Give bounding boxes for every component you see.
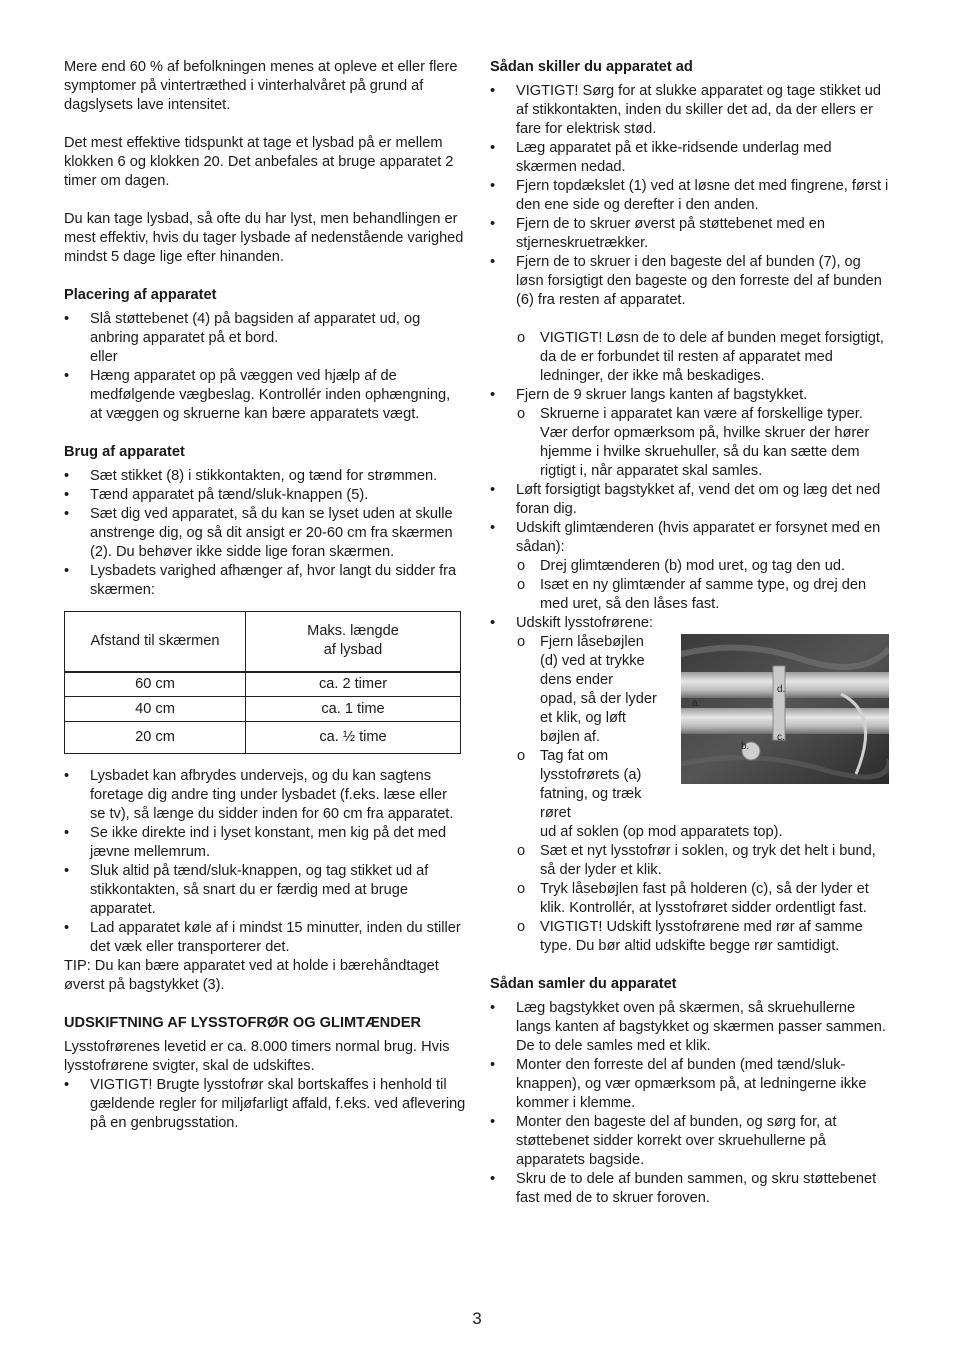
photo-label-d: d. bbox=[777, 684, 786, 695]
list-item: • Fjern de 9 skruer langs kanten af bagstykket. bbox=[490, 386, 892, 405]
table-row bbox=[65, 697, 461, 722]
photo-label-c: c. bbox=[777, 732, 785, 743]
list-item: • Se ikke direkte ind i lyset konstant, men kig på det med jævne mellemrum. bbox=[64, 824, 466, 862]
sub-list-item: o VIGTIGT! Udskift lysstofrørene med rør af samme type. Du bør altid udskifte begge rør samtidigt. bbox=[490, 918, 892, 956]
list-item: • Fjern de to skruer i den bageste del af bunden (7), og løsn forsigtigt den bageste og den forreste del af bunden (6) fra resten af apparatet. bbox=[490, 253, 892, 310]
list-item: • VIGTIGT! Sørg for at slukke apparatet og tage stikket ud af stikkontakten, inden du skiller det ad, da der ellers er fare for elektrisk stød. bbox=[490, 82, 892, 139]
list-item: • Udskift lysstofrørene: bbox=[490, 614, 892, 633]
sub-list-item: o Sæt et nyt lysstofrør i soklen, og tryk det helt i bund, så der lyder et klik. bbox=[490, 842, 892, 880]
skiller-heading: Sådan skiller du apparatet ad bbox=[490, 59, 693, 75]
list-item: • Tænd apparatet på tænd/sluk-knappen (5). bbox=[64, 486, 466, 505]
list-item: • Lad apparatet køle af i mindst 15 minutter, inden du stiller det væk eller transporterer det. bbox=[64, 919, 466, 957]
lamp-photo-section bbox=[490, 633, 892, 842]
udskiftning-heading: UDSKIFTNING AF LYSSTOFRØR OG GLIMTÆNDER bbox=[64, 1015, 422, 1031]
list-item: • Monter den forreste del af bunden (med tænd/sluk-knappen), og vær opmærksom på, at ledningerne ikke kommer i klemme. bbox=[490, 1056, 892, 1113]
list-item: • Lysbadets varighed afhænger af, hvor langt du sidder fra skærmen: bbox=[64, 562, 466, 600]
list-item: • Sæt stikket (8) i stikkontakten, og tænd for strømmen. bbox=[64, 467, 466, 486]
intro-paragraph-3: Du kan tage lysbad, så ofte du har lyst, men behandlingen er mest effektiv, hvis du tager lysbade af nedenstående varighed mindst 5 dage lige efter hinanden. bbox=[64, 211, 464, 265]
list-item: • VIGTIGT! Brugte lysstofrør skal bortskaffes i henhold til gældende regler for miljøfarligt affald, f.eks. ved aflevering på en genbrugsstation. bbox=[64, 1076, 466, 1133]
placering-list bbox=[64, 310, 466, 424]
list-item: • Fjern topdækslet (1) ved at løsne det med fingrene, først i den ene side og derefter i den anden. bbox=[490, 177, 892, 215]
sub-list-item: o Isæt en ny glimtænder af samme type, og drej den med uret, så den låses fast. bbox=[490, 576, 892, 614]
sub-list-item: o Tag fat om lysstofrørets (a) fatning, og træk røret ud af soklen (op mod apparatets top). bbox=[490, 747, 892, 842]
or-text: eller bbox=[90, 349, 118, 365]
skiller-list bbox=[490, 82, 892, 633]
intro-paragraph-2: Det mest effektive tidspunkt at tage et lysbad på er mellem klokken 6 og klokken 20. Det anbefales at bruge apparatet 2 timer om dagen. bbox=[64, 135, 454, 189]
list-item: • Lysbadet kan afbrydes undervejs, og du kan sagtens foretage dig andre ting under lysbadet (f.eks. læse eller se tv), så længe du sidder inden for 60 cm fra apparatet. bbox=[64, 767, 466, 824]
udskiftning-list bbox=[64, 1076, 466, 1133]
list-item: • Løft forsigtigt bagstykket af, vend det om og læg det ned foran dig. bbox=[490, 481, 892, 519]
duration-table bbox=[64, 611, 461, 754]
list-item: • Sæt dig ved apparatet, så du kan se lyset uden at skulle anstrenge dig, og så dit ansigt er 20-60 cm fra skærmen (2). Du behøver ikke sidde lige foran skærmen. bbox=[64, 505, 466, 562]
table-cell-time: ca. 2 timer bbox=[246, 672, 461, 697]
intro-paragraph-1: Mere end 60 % af befolkningen menes at opleve et eller flere symptomer på vintertræthed i vinterhalvåret på grund af dagslysets lave intensitet. bbox=[64, 59, 458, 113]
table-header-distance: Afstand til skærmen bbox=[65, 612, 246, 672]
sub-list-item: o VIGTIGT! Løsn de to dele af bunden meget forsigtigt, da de er forbundet til resten af apparatet med ledninger, der ikke må beskadiges. bbox=[490, 329, 892, 386]
brug-list bbox=[64, 467, 466, 600]
page-number: 3 bbox=[472, 1309, 482, 1328]
photo-label-b: b. bbox=[741, 741, 750, 752]
table-row bbox=[65, 722, 461, 754]
list-item: • Fjern de to skruer øverst på støttebenet med en stjerneskruetrækker. bbox=[490, 215, 892, 253]
table-cell-distance: 40 cm bbox=[65, 697, 246, 722]
list-item: • Læg apparatet på et ikke-ridsende underlag med skærmen nedad. bbox=[490, 139, 892, 177]
table-cell-distance: 20 cm bbox=[65, 722, 246, 754]
right-column bbox=[490, 58, 892, 1208]
list-item: • Læg bagstykket oven på skærmen, så skruehullerne langs kanten af bagstykket og skærmen passer sammen. De to dele samles med et klik. bbox=[490, 999, 892, 1056]
skiller-list-continued bbox=[490, 842, 892, 956]
photo-label-a: a. bbox=[692, 698, 701, 709]
list-item: • Slå støttebenet (4) på bagsiden af apparatet ud, og anbring apparatet på et bord. bbox=[64, 310, 466, 348]
list-item: • Monter den bageste del af bunden, og sørg for, at støttebenet sidder korrekt over skruehullerne på apparatets bagside. bbox=[490, 1113, 892, 1170]
sub-list-item: o Skruerne i apparatet kan være af forskellige typer. Vær derfor opmærksom på, hvilke skruer der hører hjemme i hvilke skruehuller, så du kan sætte dem rigtigt i, når apparatet skal samles. bbox=[490, 405, 892, 481]
table-cell-time: ca. ½ time bbox=[246, 722, 461, 754]
table-header-duration: Maks. længde af lysbad bbox=[246, 612, 461, 672]
placering-heading: Placering af apparatet bbox=[64, 287, 217, 303]
table-row bbox=[65, 672, 461, 697]
tip-text: TIP: Du kan bære apparatet ved at holde i bærehåndtaget øverst på bagstykket (3). bbox=[64, 958, 439, 993]
list-item: • Sluk altid på tænd/sluk-knappen, og tag stikket ud af stikkontakten, så snart du er færdig med at bruge apparatet. bbox=[64, 862, 466, 919]
table-cell-distance: 60 cm bbox=[65, 672, 246, 697]
brug-heading: Brug af apparatet bbox=[64, 444, 185, 460]
list-item: • Skru de to dele af bunden sammen, og skru støttebenet fast med de to skruer foroven. bbox=[490, 1170, 892, 1208]
sub-list-item: o Fjern låsebøjlen (d) ved at trykke dens ender opad, så der lyder et klik, og løft bøjlen af. bbox=[490, 633, 892, 747]
lamp-tube-photo bbox=[681, 634, 889, 784]
list-item: • Hæng apparatet op på væggen ved hjælp af de medfølgende vægbeslag. Kontrollér inden ophængning, at væggen og skruerne kan bære apparatets vægt. bbox=[64, 367, 466, 424]
udskiftning-text: Lysstofrørenes levetid er ca. 8.000 timers normal brug. Hvis lysstofrørene svigter, skal de udskiftes. bbox=[64, 1039, 450, 1074]
sub-list-item: o Drej glimtænderen (b) mod uret, og tag den ud. bbox=[490, 557, 892, 576]
samler-list bbox=[490, 999, 892, 1208]
left-column bbox=[64, 58, 466, 1133]
sub-list-item: o Tryk låsebøjlen fast på holderen (c), så der lyder et klik. Kontrollér, at lysstofrøret sidder ordentligt fast. bbox=[490, 880, 892, 918]
list-item: • Udskift glimtænderen (hvis apparatet er forsynet med en sådan): bbox=[490, 519, 892, 557]
table-cell-time: ca. 1 time bbox=[246, 697, 461, 722]
samler-heading: Sådan samler du apparatet bbox=[490, 976, 677, 992]
after-table-list bbox=[64, 767, 466, 957]
